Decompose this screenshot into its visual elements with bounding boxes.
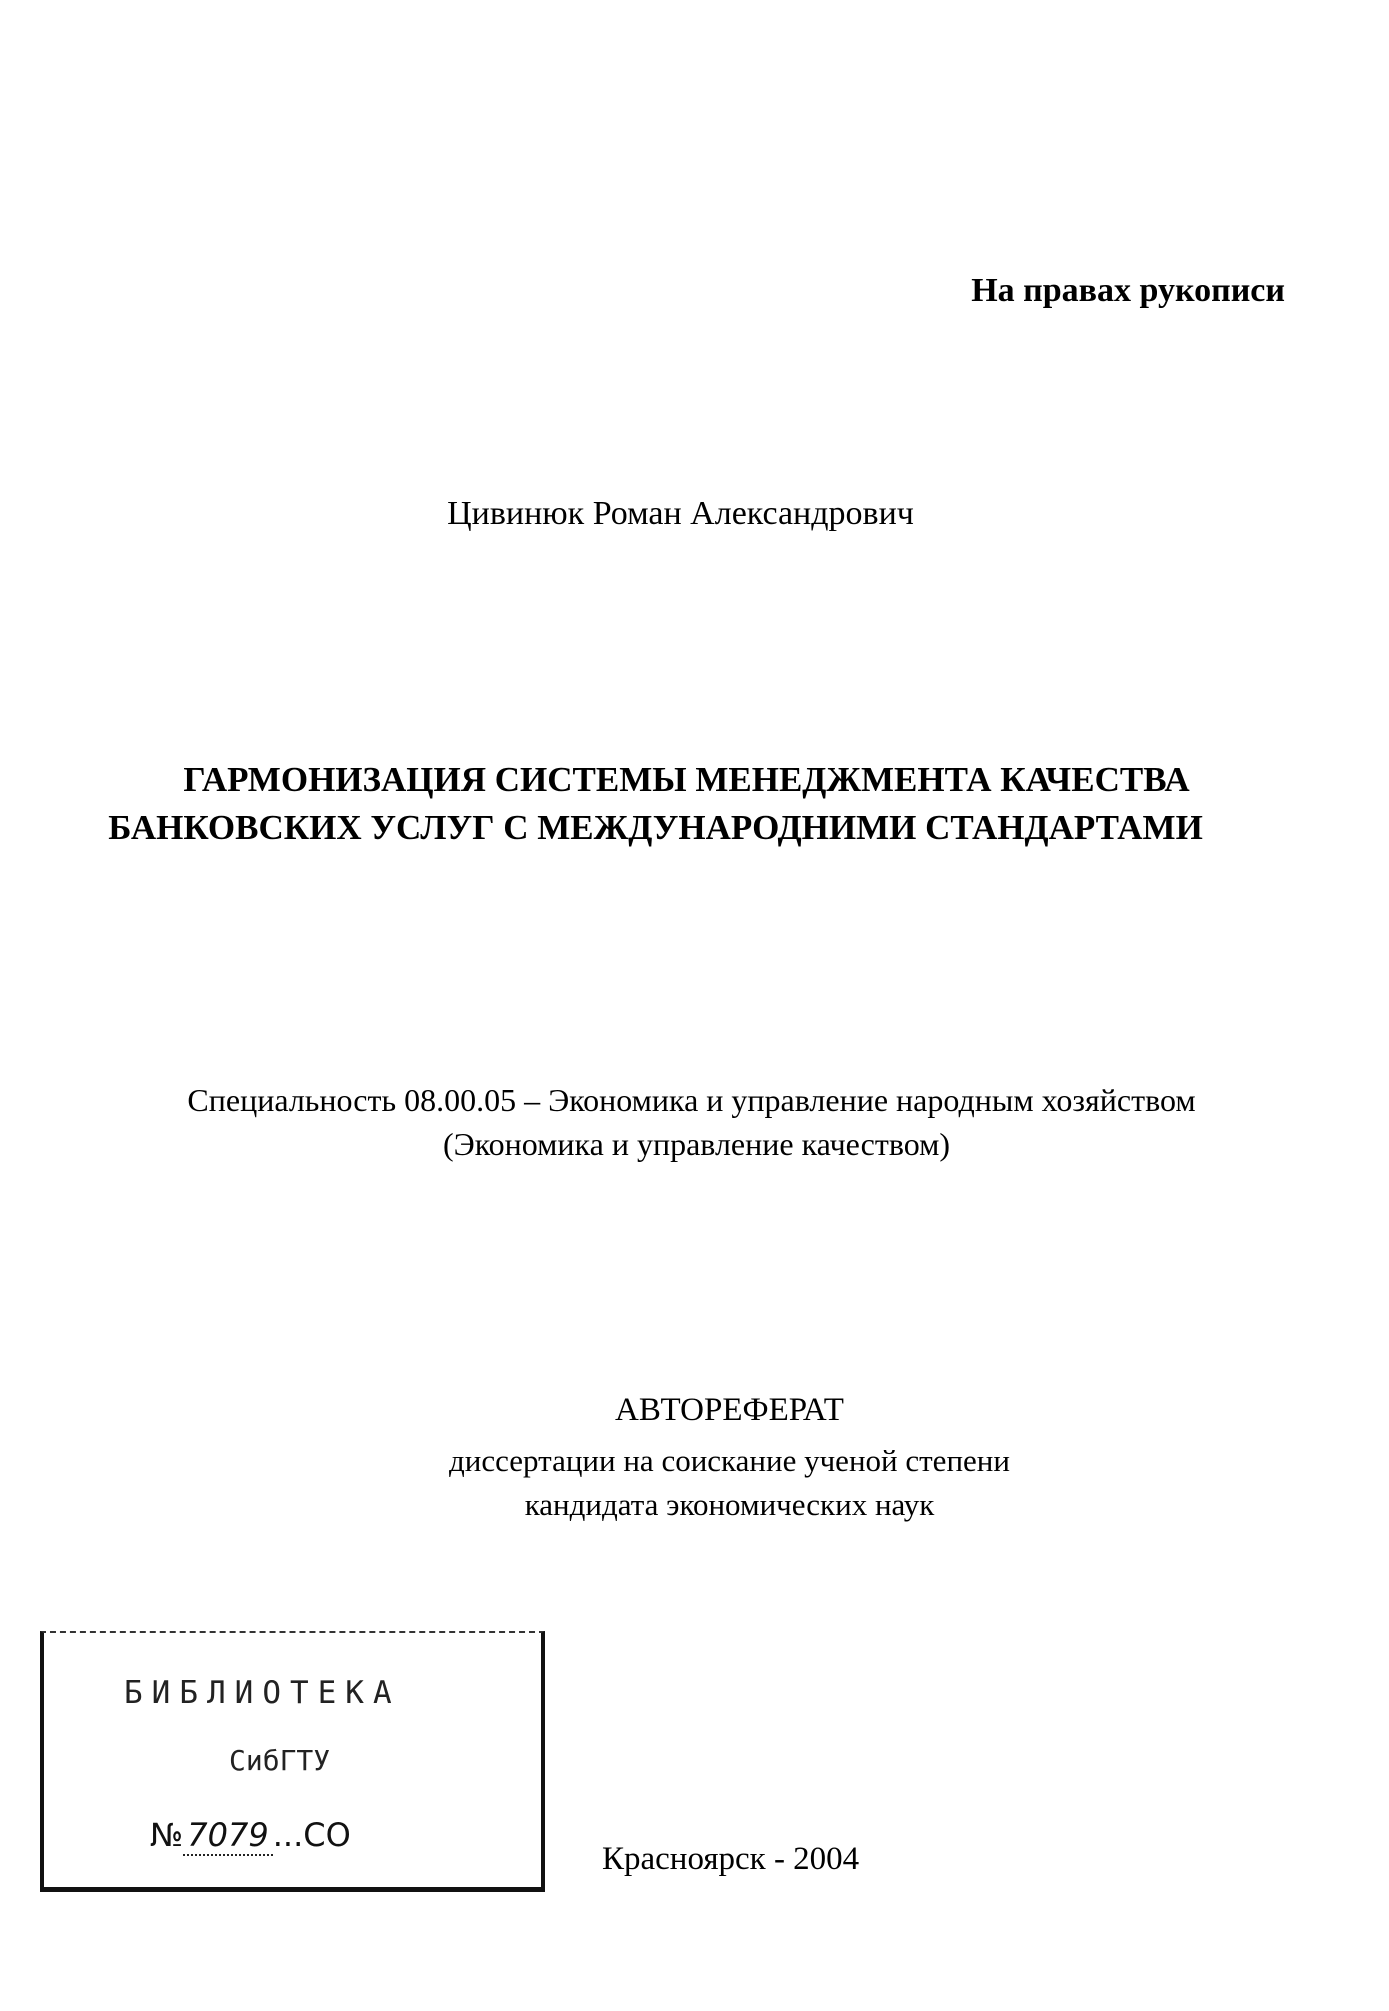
abstract-heading: АВТОРЕФЕРАТ [615,1392,844,1428]
city-year: Красноярск - 2004 [602,1841,860,1877]
author-name: Цивинюк Роман Александрович [447,495,914,532]
abstract-line-1: диссертации на соискание ученой степени [449,1443,1010,1478]
manuscript-note: На правах рукописи [971,272,1285,309]
stamp-institution: СибГТУ [229,1744,331,1777]
stamp-library-label: БИБЛИОТЕКА [124,1675,401,1711]
stamp-number: 7079 [183,1816,272,1856]
specialty-line-1: Специальность 08.00.05 – Экономика и управление народным хозяйством [187,1082,1196,1118]
stamp-number-row [150,1816,351,1854]
stamp-number-suffix: ...СО [272,1816,351,1854]
title-line-1: ГАРМОНИЗАЦИЯ СИСТЕМЫ МЕНЕДЖМЕНТА КАЧЕСТВА [183,760,1190,799]
stamp-number-prefix: № [150,1816,184,1854]
title-line-2: БАНКОВСКИХ УСЛУГ С МЕЖДУНАРОДНИМИ СТАНДАРТАМИ [108,808,1203,847]
library-stamp [40,1631,545,1892]
specialty-line-2: (Экономика и управление качеством) [442,1126,951,1162]
abstract-line-2: кандидата экономических наук [524,1487,935,1522]
